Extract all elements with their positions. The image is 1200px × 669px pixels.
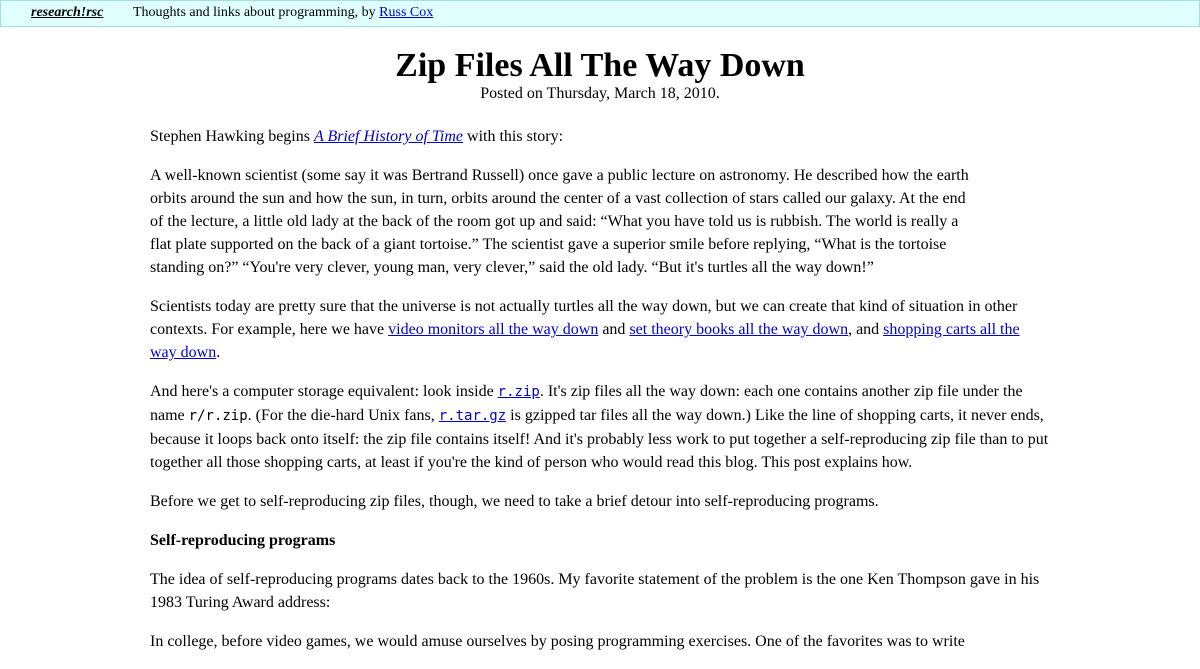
tagline-text: Thoughts and links about programming, by [133, 5, 380, 20]
shopping-carts-link[interactable]: shopping carts all the way down [150, 321, 1020, 361]
video-monitors-link[interactable]: video monitors all the way down [388, 321, 599, 338]
r-tar-gz-code: r.tar.gz [438, 408, 507, 424]
r-zip-code: r.zip [497, 384, 540, 400]
post-date: Posted on Thursday, March 18, 2010. [480, 85, 720, 102]
paragraph-detour: Before we get to self-reproducing zip files, though, we need to take a brief detour into self-reproducing programs. [150, 493, 879, 510]
r-tar-gz-link[interactable] [439, 407, 506, 424]
paragraph-turtles [150, 295, 1050, 364]
text: And here's a computer storage equivalent: look inside [150, 383, 498, 400]
text: Scientists today are pretty sure that the universe is not actually turtles all the way down, but we can create that kind of situation in other contexts. For example, here we have [150, 298, 1018, 338]
text: . (For the die-hard Unix fans, [247, 407, 439, 424]
r-zip-link[interactable] [498, 383, 540, 400]
text: . It's zip files all the way down: each one contains another zip file under the name [150, 383, 1023, 424]
paragraph-intro [150, 125, 1050, 148]
blockquote-hawking: A well-known scientist (some say it was Bertrand Russell) once gave a public lecture on astronomy. He described how the earth orbits around the sun and how the sun, in turn, orbits around the center of a vast collection of stars called our galaxy. At the end of the lecture, a little old lady at the back of the room got up and said: “What you have told us is rubbish. The world is really a flat plate supported on the back of a giant tortoise.” The scientist gave a superior smile before replying, “What is the tortoise standing on?” “You're very clever, young man, very clever,” said the old lady. “But it's turtles all the way down!” [150, 167, 969, 276]
paragraph-history: The idea of self-reproducing programs dates back to the 1960s. My favorite statement of the problem is the one Ken Thompson gave in his 1983 Turing Award address: [150, 571, 1040, 611]
site-name-link[interactable]: research!rsc [31, 5, 104, 20]
author-link[interactable]: Russ Cox [379, 5, 434, 20]
r-r-zip-code: r/r.zip [188, 408, 248, 424]
top-bar [0, 0, 1200, 27]
blockquote-thompson: In college, before video games, we would amuse ourselves by posing programming exercises. One of the favorites was to write [150, 633, 965, 650]
paragraph-zip [150, 380, 1050, 474]
text: , and [848, 321, 884, 338]
text: Stephen Hawking begins [150, 128, 314, 145]
set-theory-books-link[interactable]: set theory books all the way down [629, 321, 849, 338]
text: is gzipped tar files all the way down.) Like the line of shopping carts, it never ends, because it loops back onto itself: the zip file contains itself! And it's probably less work to put together a self-reproducing zip file than to put together all those shopping carts, at least if you're the kind of person who would read this blog. This post explains how. [150, 407, 1049, 471]
text: with this story: [463, 128, 564, 145]
site-tagline [133, 5, 433, 21]
post-content [150, 125, 1050, 669]
post-title: Zip Files All The Way Down [395, 47, 805, 84]
text: . [216, 344, 221, 361]
section-heading-self-reproducing: Self-reproducing programs [150, 532, 336, 549]
text: and [598, 321, 630, 338]
brief-history-link[interactable]: A Brief History of Time [313, 128, 464, 145]
